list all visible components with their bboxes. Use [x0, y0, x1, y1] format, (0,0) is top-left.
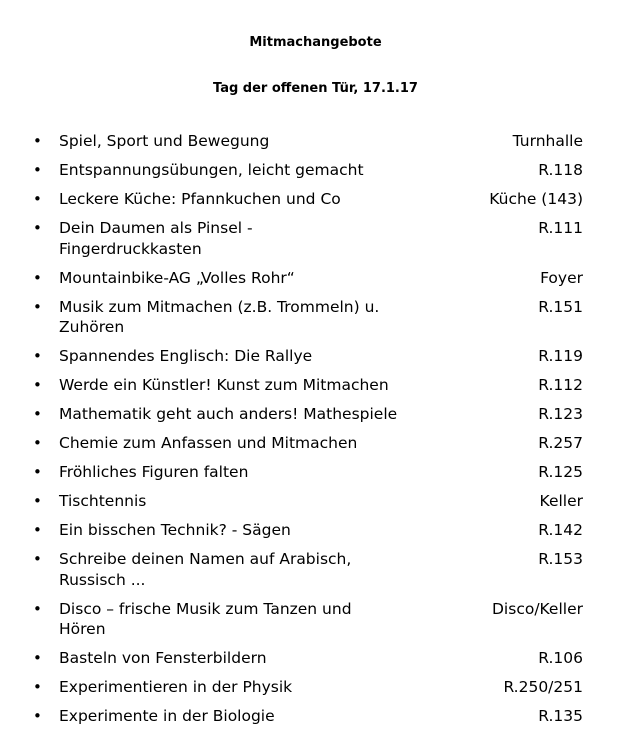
offer-item [0, 218, 631, 259]
document-subtitle: Tag der offenen Tür, 17.1.17 [213, 81, 418, 96]
bullet-icon: • [33, 521, 42, 539]
offer-name: Musik zum Mitmachen (z.B. Trommeln) u. Zuhören [59, 297, 380, 337]
offer-item [0, 404, 631, 425]
offer-room: R.106 [538, 649, 583, 668]
offer-name: Mathematik geht auch anders! Mathespiele [59, 405, 398, 424]
bullet-icon: • [33, 189, 42, 208]
offer-item [0, 189, 631, 210]
bullet-icon: • [33, 347, 42, 366]
offer-room: R.125 [538, 463, 583, 482]
offer-name: Fröhliches Figuren falten [59, 463, 249, 482]
bullet-icon: • [33, 599, 42, 618]
offer-name: Spannendes Englisch: Die Rallye [59, 347, 313, 366]
bullet-icon: • [33, 405, 42, 424]
offer-item [0, 297, 631, 338]
offer-name: Tischtennis [59, 492, 147, 511]
bullet-icon: • [33, 132, 42, 150]
offer-room: R.135 [538, 707, 583, 726]
offer-item [0, 268, 631, 289]
offer-name: Disco – frische Musik zum Tanzen und Hören [59, 599, 352, 639]
bullet-icon: • [33, 707, 42, 726]
offer-name: Leckere Küche: Pfannkuchen und Co [59, 189, 341, 208]
offer-item [0, 491, 631, 512]
offer-room: Foyer [540, 268, 583, 287]
bullet-icon: • [33, 549, 42, 568]
offer-name: Entspannungsübungen, leicht gemacht [59, 160, 364, 179]
offer-room: R.142 [538, 521, 583, 539]
offer-name: Werde ein Künstler! Kunst zum Mitmachen [59, 376, 389, 395]
offer-list [0, 131, 631, 735]
offer-item [0, 433, 631, 454]
offer-item [0, 599, 631, 640]
offer-room: Keller [539, 492, 583, 511]
offer-room: R.119 [538, 347, 583, 366]
offer-room: R.153 [538, 549, 583, 568]
offer-name: Chemie zum Anfassen und Mitmachen [59, 434, 358, 453]
offer-item [0, 160, 631, 181]
offer-name: Basteln von Fensterbildern [59, 649, 267, 668]
bullet-icon: • [33, 268, 42, 287]
offer-item [0, 462, 631, 483]
document-title: Mitmachangebote [249, 35, 382, 50]
offer-name: Mountainbike-AG „Volles Rohr“ [59, 268, 295, 287]
offer-item [0, 549, 631, 590]
offer-name: Experimente in der Biologie [59, 707, 275, 726]
offer-name: Dein Daumen als Pinsel - Fingerdruckkasten [59, 218, 253, 258]
offer-name: Experimentieren in der Physik [59, 678, 293, 697]
offer-room: Turnhalle [512, 132, 583, 150]
offer-item [0, 520, 631, 541]
bullet-icon: • [33, 218, 42, 237]
bullet-icon: • [33, 649, 42, 668]
bullet-icon: • [33, 160, 42, 179]
bullet-icon: • [33, 492, 42, 511]
offer-room: Küche (143) [489, 189, 583, 208]
offer-room: R.111 [538, 218, 583, 237]
bullet-icon: • [33, 678, 42, 697]
offer-item [0, 706, 631, 727]
offer-name: Ein bisschen Technik? - Sägen [59, 521, 291, 539]
offer-room: R.250/251 [503, 678, 583, 697]
offer-room: R.151 [538, 297, 583, 316]
bullet-icon: • [33, 434, 42, 453]
offer-name: Spiel, Sport und Bewegung [59, 132, 270, 150]
offer-item [0, 677, 631, 698]
offer-room: R.257 [538, 434, 583, 453]
bullet-icon: • [33, 463, 42, 482]
offer-item [0, 375, 631, 396]
offer-item [0, 648, 631, 669]
offer-name: Schreibe deinen Namen auf Arabisch, Russisch ... [59, 549, 352, 589]
offer-item [0, 131, 631, 152]
offer-room: R.118 [538, 160, 583, 179]
offer-room: Disco/Keller [492, 599, 583, 618]
offer-item [0, 346, 631, 367]
offer-room: R.112 [538, 376, 583, 395]
offer-room: R.123 [538, 405, 583, 424]
bullet-icon: • [33, 376, 42, 395]
bullet-icon: • [33, 297, 42, 316]
